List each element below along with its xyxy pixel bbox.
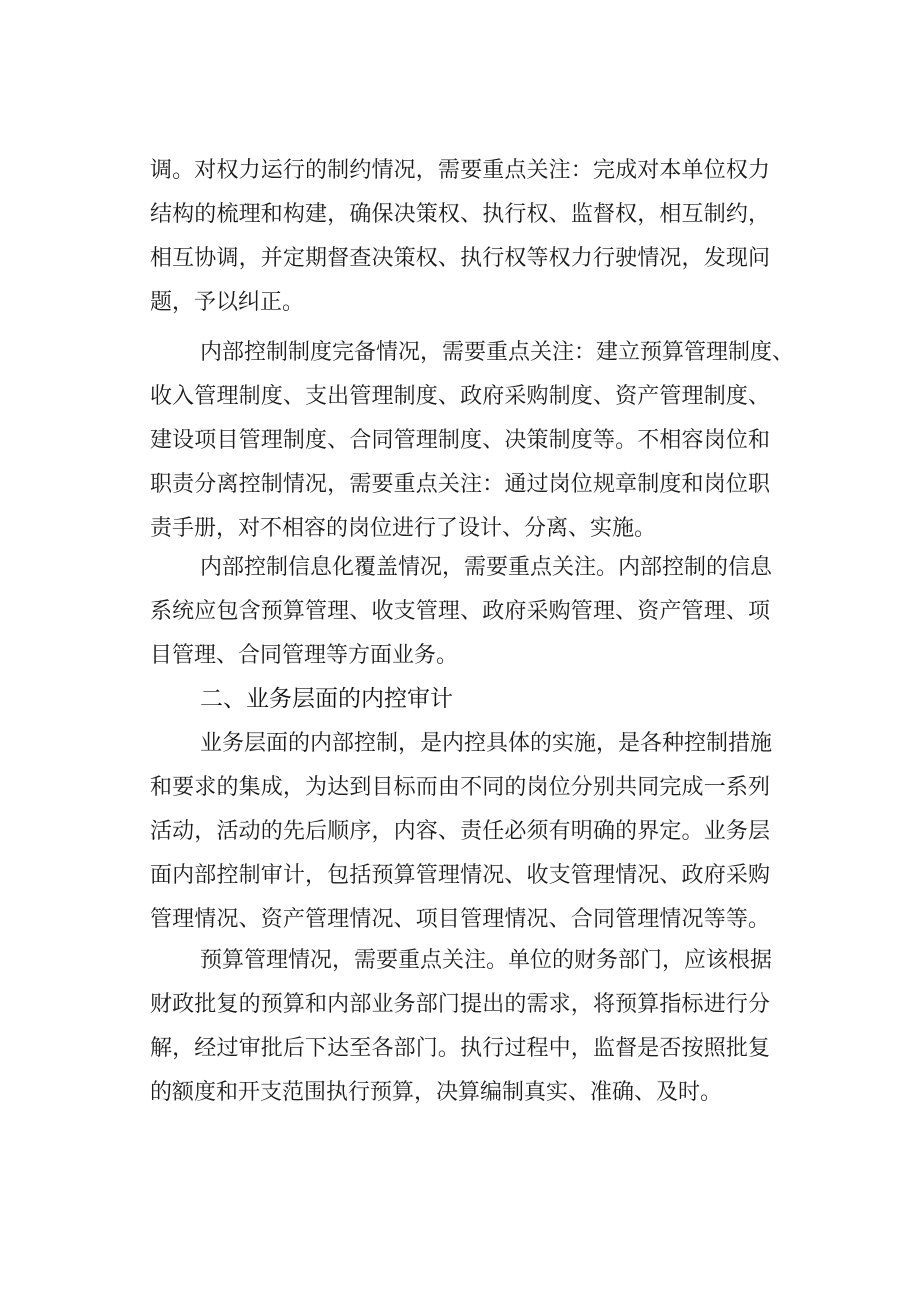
section-heading: 二、业务层面的内控审计 <box>200 686 453 712</box>
paragraph-4-line-2: 和要求的集成，为达到目标而由不同的岗位分别共同完成一系列 <box>150 775 770 800</box>
paragraph-4-line-4: 面内部控制审计，包括预算管理情况、收支管理情况、政府采购 <box>150 863 770 888</box>
paragraph-5-line-2: 财政批复的预算和内部业务部门提出的需求，将预算指标进行分 <box>150 992 770 1017</box>
paragraph-1-line-3: 相互协调，并定期督查决策权、执行权等权力行驶情况，发现问 <box>150 246 770 271</box>
paragraph-2-line-1: 内部控制制度完备情况，需要重点关注：建立预算管理制度、 <box>200 340 795 365</box>
paragraph-5-line-4: 的额度和开支范围执行预算，决算编制真实、准确、及时。 <box>150 1080 723 1105</box>
paragraph-1-line-2: 结构的梳理和构建，确保决策权、执行权、监督权，相互制约， <box>150 202 770 227</box>
paragraph-2-line-3: 建设项目管理制度、合同管理制度、决策制度等。不相容岗位和 <box>150 428 770 453</box>
paragraph-1-line-1: 调。对权力运行的制约情况，需要重点关注：完成对本单位权力 <box>150 158 770 183</box>
paragraph-5-line-1: 预算管理情况，需要重点关注。单位的财务部门，应该根据 <box>200 948 773 973</box>
paragraph-5-line-3: 解，经过审批后下达至各部门。执行过程中，监督是否按照批复 <box>150 1036 770 1061</box>
paragraph-3-line-1: 内部控制信息化覆盖情况，需要重点关注。内部控制的信息 <box>200 555 773 580</box>
paragraph-4-line-1: 业务层面的内部控制，是内控具体的实施，是各种控制措施 <box>200 731 773 756</box>
paragraph-4-line-5: 管理情况、资产管理情况、项目管理情况、合同管理情况等等。 <box>150 907 770 932</box>
paragraph-2-line-4: 职责分离控制情况，需要重点关注：通过岗位规章制度和岗位职 <box>150 472 770 497</box>
paragraph-3-line-2: 系统应包含预算管理、收支管理、政府采购管理、资产管理、项 <box>150 599 770 624</box>
paragraph-3-line-3: 目管理、合同管理等方面业务。 <box>150 643 459 668</box>
paragraph-4-line-3: 活动，活动的先后顺序，内容、责任必须有明确的界定。业务层 <box>150 819 770 844</box>
paragraph-2-line-2: 收入管理制度、支出管理制度、政府采购制度、资产管理制度、 <box>150 384 770 409</box>
paragraph-2-line-5: 责手册，对不相容的岗位进行了设计、分离、实施。 <box>150 516 657 541</box>
paragraph-1-line-4: 题，予以纠正。 <box>150 290 305 315</box>
